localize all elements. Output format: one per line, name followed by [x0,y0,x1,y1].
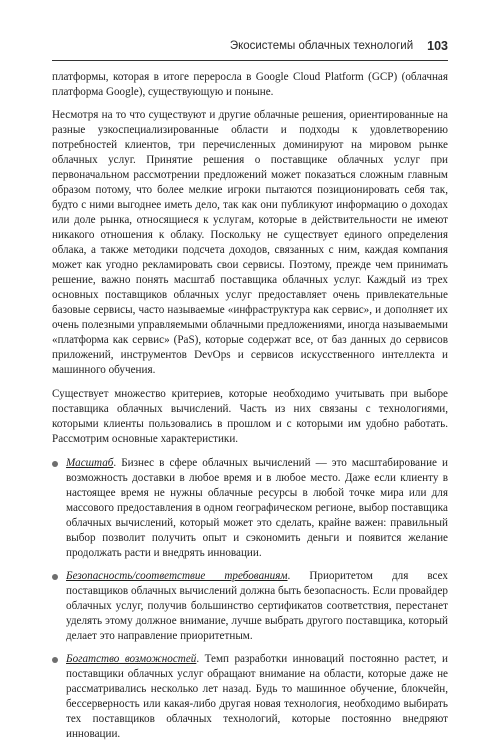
bullet-icon [52,461,58,467]
list-item-text: . Темп разработки инноваций постоянно растет, и поставщики облачных услуг обращают внимание на области, которые даже не рассматривались несколько лет назад. Будь то машинное обучение, блокчейн, бессерверность или какая-либо другая новая технология, необходимо выбирать тех поставщиков облачных технологий, которые постоянно внедряют инновации. [66,653,448,740]
list-item-security [52,569,448,644]
list-item-text: . Приоритетом для всех поставщиков облачных вычислений должна быть безопасность. Если провайдер облачных услуг, получив большинство сертификатов соответствия, перестанет уделять этому должное внимание, лучше выбрать другого поставщика, который делает это направление приоритетным. [66,570,448,642]
criteria-list [52,456,448,742]
page-number: 103 [427,39,448,53]
running-header [52,36,448,56]
bullet-icon [52,657,58,663]
paragraph-continued: платформы, которая в итоге переросла в Google Cloud Platform (GCP) (облачная платформа Google), существующую и поныне. [52,71,448,98]
bullet-icon [52,574,58,580]
term-security: Безопасность/соответствие требованиям [66,570,288,582]
page-body [52,70,448,750]
list-item-scale [52,456,448,561]
paragraph-criteria: Существует множество критериев, которые необходимо учитывать при выборе поставщика облачных вычислений. Часть из них связаны с технологиями, которыми клиенты пользовались в прошлом и с которыми им удобно работать. Рассмотрим основные характеристики. [52,388,448,445]
term-capabilities: Богатство возможностей [66,653,197,665]
term-scale: Масштаб [66,457,114,469]
header-rule [52,60,448,61]
running-title: Экосистемы облачных технологий [229,40,414,52]
paragraph-cloud-providers: Несмотря на то что существуют и другие облачные решения, ориентированные на разные узкоспециализированные области и подходы к удовлетворению потребностей клиентов, три перечисленных доминируют на мировом рынке облачных услуг. Принятие решения о поставщике облачных услуг при первоначальном рассмотрении предложений может показаться сложным главным образом потому, что более мелкие игроки пытаются позиционировать себя так, будто с ними выгоднее иметь дело, так как они публикуют информацию о доходах или доле рынка, относящиеся к услугам, которые в действительности не имеют никакого отношения к облаку. Поскольку не существует единого определения облака, а также методики подсчета доходов, связанных с ним, каждая компания может как угодно рекламировать свои сервисы. Поэтому, прежде чем принимать решение, важно понять масштаб поставщика облачных услуг. Каждый из трех основных поставщиков облачных услуг предоставляет очень привлекательные базовые сервисы, часто называемые «инфраструктура как сервис», и дополняет их очень полезными управляемыми облачными предложениями, иногда называемыми «платформа как сервис» (PaS), которые содержат все, от баз данных до сервисов приложений, инструментов DevOps и сервисов искусственного интеллекта и машинного обучения. [52,109,448,376]
list-item-text: . Бизнес в сфере облачных вычислений — это масштабирование и возможность доставки в любое время и в любое место. Даже если клиенту в настоящее время не нужны облачные ресурсы в любой точке мира или для массового предоставления в одном географическом регионе, выбор поставщика облачных вычислений, который может это сделать, крайне важен: правильный выбор позволит получить опыт и сэкономить деньги и появится желание продолжать расти и внедрять инновации. [66,457,448,559]
list-item-capabilities [52,652,448,742]
